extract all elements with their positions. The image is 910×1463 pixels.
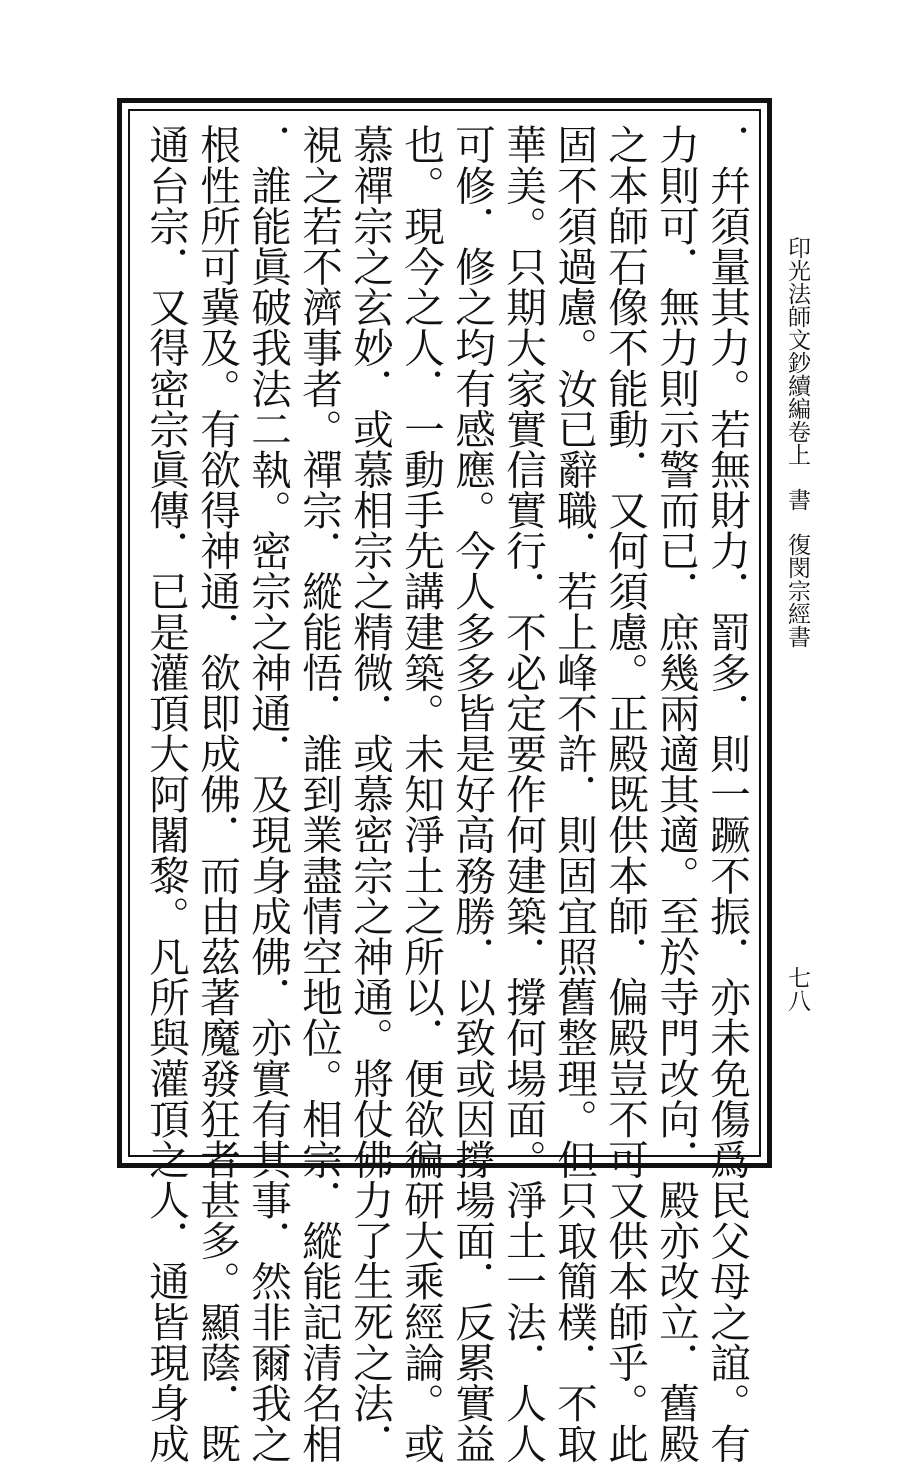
page-number: 七八 [784,966,810,1012]
book-title: 印光法師文鈔續編卷上 [784,236,810,466]
text-column-3: 之本師石像不能動．又何須慮。正殿既供本師．偏殿豈不可又供本師乎。此 [601,124,649,1463]
text-column-8: 慕禪宗之玄妙．或慕相宗之精微．或慕密宗之神通。將仗佛力了生死之法． [346,124,394,1463]
body-text [140,124,752,1463]
text-column-9: 視之若不濟事者。禪宗．縱能悟．誰到業盡情空地位。相宗．縱能記清名相 [295,124,343,1463]
text-column-6: 可修．修之均有感應。今人多多皆是好高務勝．以致或因撐場面．反累實益 [448,124,496,1463]
running-head [784,236,810,648]
text-column-12: 通台宗．又得密宗眞傳．已是灌頂大阿闍黎。凡所與灌頂之人．通皆現身成 [142,124,190,1463]
text-column-10: ．誰能眞破我法二執。密宗之神通．及現身成佛．亦實有其事．然非爾我之 [244,124,292,1463]
section-category: 書 [784,488,810,511]
text-column-2: 力則可．無力則示警而已．庶幾兩適其適。至於寺門改向．殿亦改立．舊殿 [652,124,700,1463]
text-column-11: 根性所可冀及。有欲得神通．欲即成佛．而由茲著魔發狂者甚多。顯蔭．既 [193,124,241,1463]
text-column-5: 華美。只期大家實信實行．不必定要作何建築．撐何場面。淨土一法．人人 [499,124,547,1463]
text-column-1: ．幷須量其力。若無財力．罰多．則一蹶不振．亦未免傷爲民父母之誼。有 [703,124,751,1463]
text-column-4: 固不須過慮。汝已辭職．若上峰不許．則固宜照舊整理。但只取簡樸．不取 [550,124,598,1463]
text-column-7: 也。現今之人．一動手先講建築。未知淨土之所以．便欲徧研大乘經論。或 [397,124,445,1463]
letter-title: 復閔宗經書 [784,533,810,648]
